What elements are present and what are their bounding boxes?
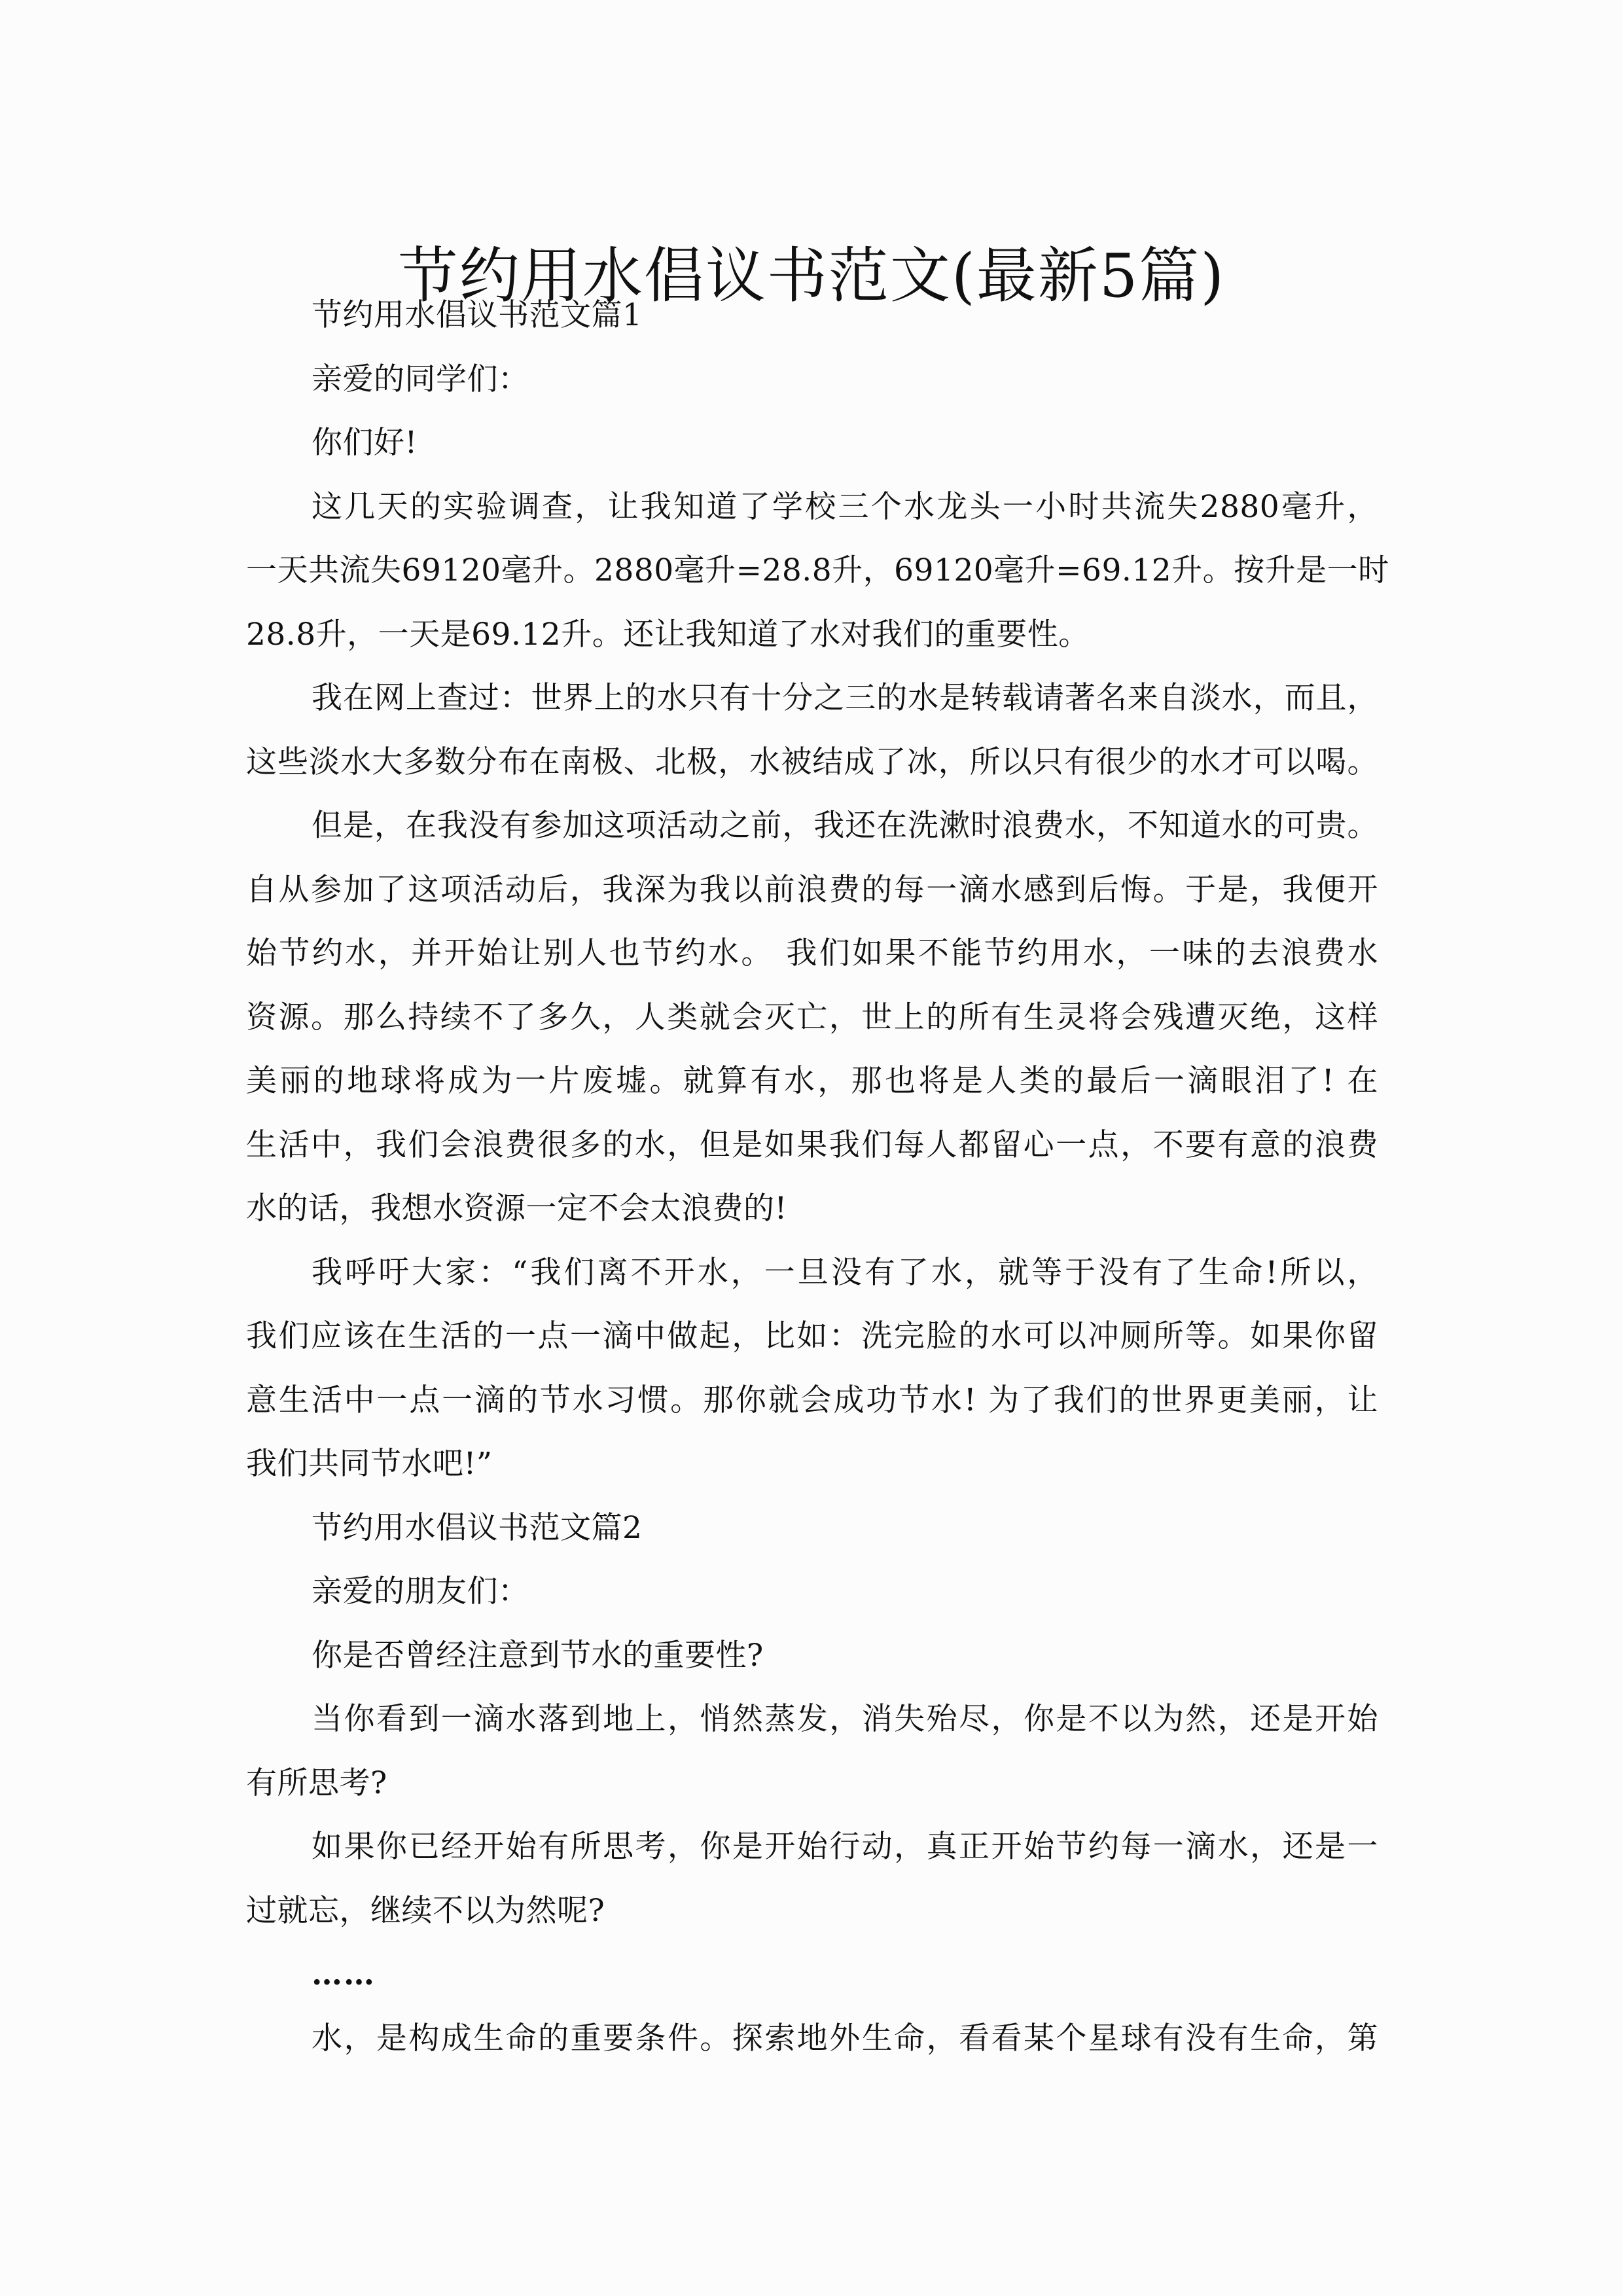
paragraph-action	[246, 1815, 1378, 1943]
paragraph-experiment	[246, 475, 1389, 667]
paragraph-line: 自从参加了这项活动后，我深为我以前浪费的每一滴水感到后悔。于是，我便开	[246, 871, 1378, 908]
paragraph-line: 一天共流失69120毫升。2880毫升=28.8升，69120毫升=69.12升。按升是一时	[246, 552, 1389, 588]
salutation-1: 亲爱的同学们：	[312, 361, 529, 397]
document-title: 节约用水倡议书范文(最新5篇)	[397, 240, 1226, 311]
paragraph-water-drop	[246, 1687, 1378, 1815]
paragraph-line: 始节约水，并开始让别人也节约水。 我们如果不能节约用水，一味的去浪费水	[246, 935, 1378, 971]
paragraph-line: 如果你已经开始有所思考，你是开始行动，真正开始节约每一滴水，还是一	[312, 1829, 1378, 1865]
paragraph-line: 当你看到一滴水落到地上，悄然蒸发，消失殆尽，你是不以为然，还是开始	[312, 1701, 1378, 1737]
paragraph-line: 水的话，我想水资源一定不会太浪费的!	[246, 1191, 787, 1227]
paragraph-line: 资源。那么持续不了多久，人类就会灭亡，世上的所有生灵将会残遭灭绝，这样	[246, 999, 1378, 1035]
document-body	[246, 283, 1389, 2070]
paragraph-line: 我们共同节水吧!”	[246, 1446, 493, 1482]
paragraph-appeal	[246, 1241, 1378, 1496]
paragraph-line: 这几天的实验调查，让我知道了学校三个水龙头一小时共流失2880毫升，	[312, 488, 1379, 525]
paragraph-life-condition	[246, 2007, 1378, 2071]
paragraph-line: 生活中，我们会浪费很多的水，但是如果我们每人都留心一点，不要有意的浪费	[246, 1126, 1378, 1163]
paragraph-question: 你是否曾经注意到节水的重要性?	[312, 1637, 764, 1674]
paragraph-line: 美丽的地球将成为一片废墟。就算有水，那也将是人类的最后一滴眼泪了! 在	[246, 1063, 1378, 1099]
paragraph-line: 有所思考?	[246, 1765, 387, 1801]
greeting: 你们好!	[312, 425, 418, 461]
paragraph-line: 过就忘，继续不以为然呢?	[246, 1892, 605, 1929]
ellipsis: ……	[312, 1956, 376, 1992]
paragraph-line: 这些淡水大多数分布在南极、北极，水被结成了冰，所以只有很少的水才可以喝。	[246, 744, 1378, 780]
paragraph-freshwater	[246, 666, 1378, 794]
section-heading-2: 节约用水倡议书范文篇2	[312, 1509, 643, 1546]
paragraph-line: 水，是构成生命的重要条件。探索地外生命，看看某个星球有没有生命，第	[312, 2020, 1378, 2056]
section-heading-1: 节约用水倡议书范文篇1	[312, 297, 643, 333]
paragraph-line: 我呼吁大家：“我们离不开水，一旦没有了水，就等于没有了生命!所以，	[312, 1254, 1378, 1291]
paragraph-line: 但是，在我没有参加这项活动之前，我还在洗漱时浪费水，不知道水的可贵。	[312, 808, 1378, 844]
paragraph-line: 28.8升，一天是69.12升。还让我知道了水对我们的重要性。	[246, 616, 1090, 653]
paragraph-regret	[246, 794, 1378, 1241]
paragraph-line: 我们应该在生活的一点一滴中做起，比如：洗完脸的水可以冲厕所等。如果你留	[246, 1318, 1378, 1354]
salutation-2: 亲爱的朋友们：	[312, 1573, 529, 1609]
paragraph-line: 我在网上查过：世界上的水只有十分之三的水是转载请著名来自淡水，而且，	[312, 680, 1378, 716]
paragraph-line: 意生活中一点一滴的节水习惯。那你就会成功节水! 为了我们的世界更美丽，让	[246, 1382, 1378, 1418]
